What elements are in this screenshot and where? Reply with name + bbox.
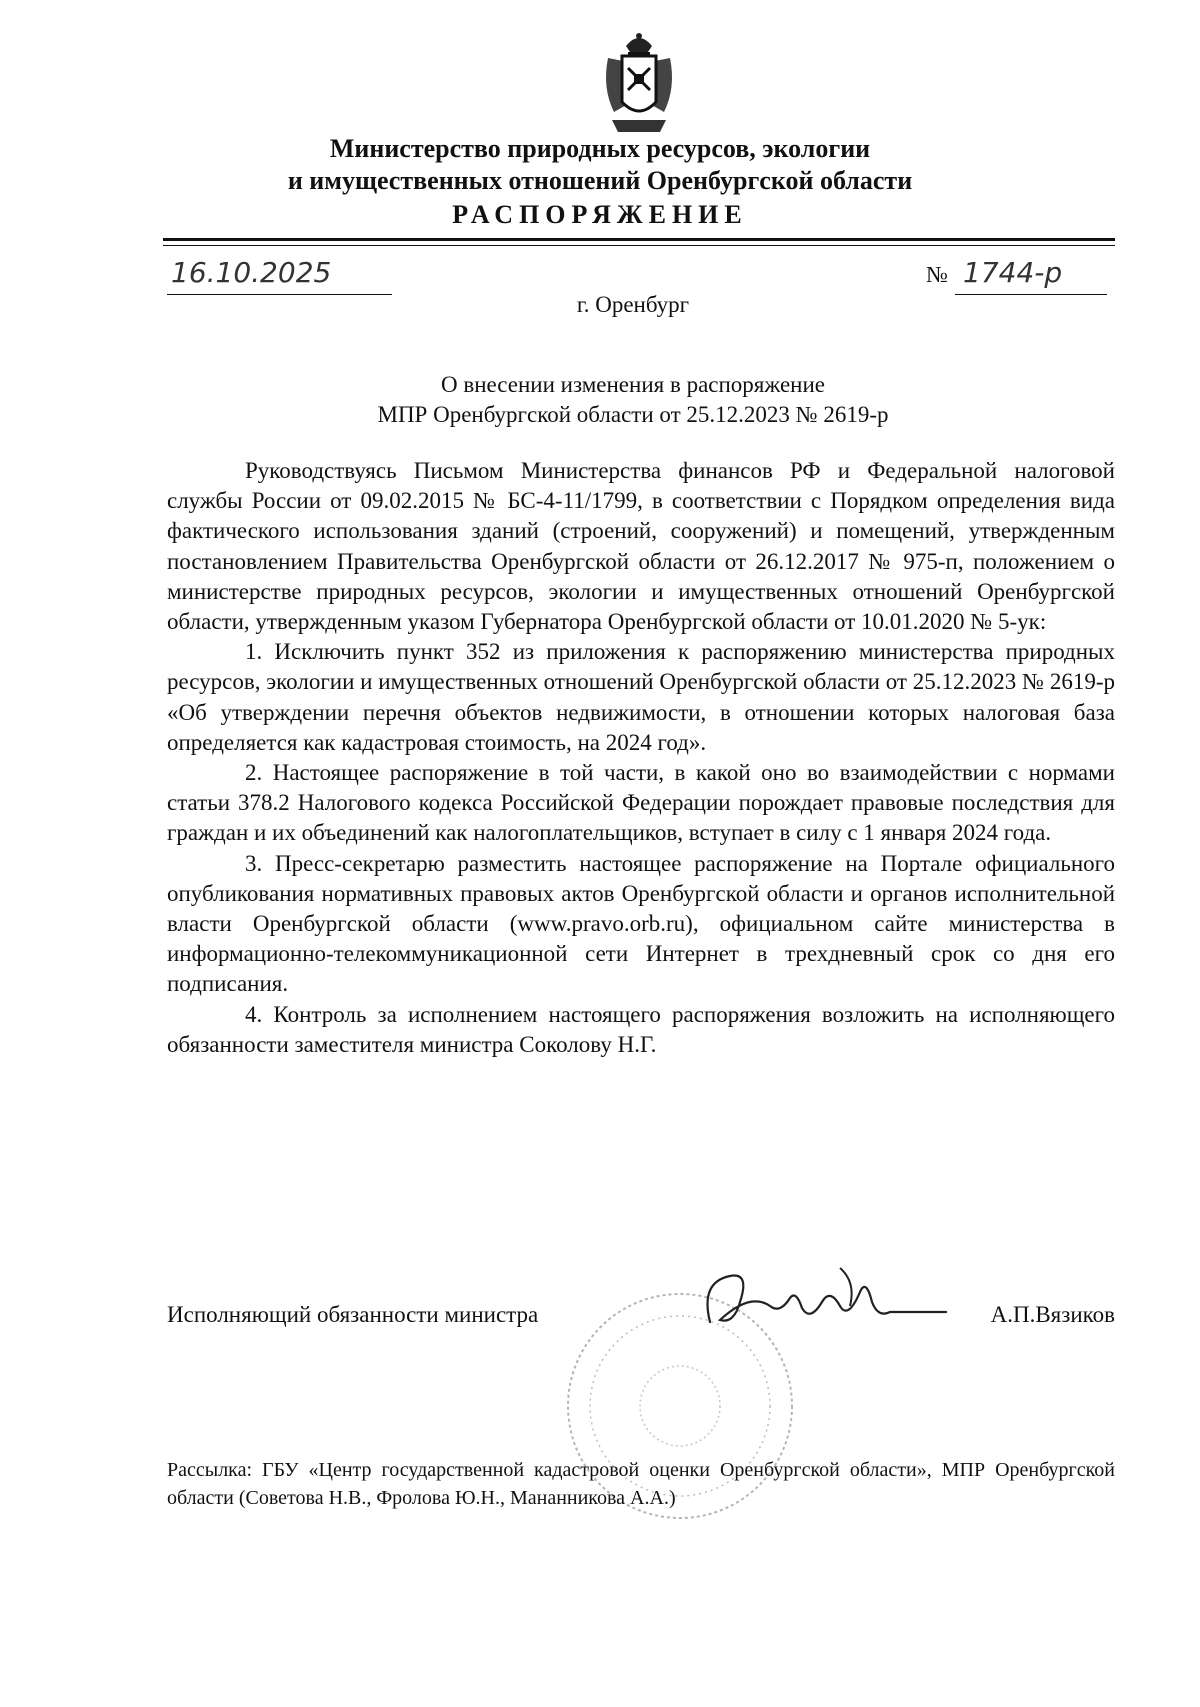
document-type-title: РАСПОРЯЖЕНИЕ bbox=[452, 200, 748, 229]
ministry-name-line1: Министерство природных ресурсов, экологии bbox=[329, 134, 871, 163]
document-date-field bbox=[167, 256, 392, 295]
signer-title: Исполняющий обязанности министра bbox=[167, 1302, 539, 1327]
document-city: г. Оренбург bbox=[576, 292, 690, 317]
document-date: 16.10.2025 bbox=[171, 256, 332, 289]
header-rule-thin bbox=[163, 245, 1115, 246]
mailing-list: Рассылка: ГБУ «Центр государственной кадастровой оценки Оренбургской области», МПР Оренбургской области (Советова Н.В., Фролова Ю.Н., Мананникова А.А.) bbox=[167, 1459, 1115, 1509]
item-paragraph-3: 3. Пресс-секретарю разместить настоящее распоряжение на Портале официального опубликования нормативных правовых актов Оренбургской области и органов исполнительной власти Оренбургской области (www.pravo.orb.ru), официальном сайте министерства в информационно-телекоммуникационной сети Интернет в трехдневный срок со дня его подписания. bbox=[167, 850, 1115, 997]
subject-line1: О внесении изменения в распоряжение bbox=[440, 372, 825, 397]
coat-of-arms-icon bbox=[598, 28, 680, 138]
signer-name: А.П.Вязиков bbox=[990, 1302, 1115, 1327]
header-rule-thick bbox=[163, 238, 1115, 241]
document-number-label: № bbox=[926, 262, 948, 287]
item-paragraph-1: 1. Исключить пункт 352 из приложения к распоряжению министерства природных ресурсов, экологии и имущественных отношений Оренбургской области от 25.12.2023 № 2619-р «Об утверждении перечня объектов недвижимости, в отношении которых налоговая база определяется как кадастровая стоимость, на 2024 год». bbox=[167, 639, 1115, 755]
handwritten-signature-icon bbox=[690, 1262, 950, 1342]
preamble-paragraph: Руководствуясь Письмом Министерства финансов РФ и Федеральной налоговой службы России от 09.02.2015 № БС-4-11/1799, в соответствии с Порядком определения вида фактического использования зданий (строений, сооружений) и помещений, утвержденным постановлением Правительства Оренбургской области от 26.12.2017 № 975-п, положением о министерстве природных ресурсов, экологии и имущественных отношений Оренбургской области, утвержденным указом Губернатора Оренбургской области от 10.01.2020 № 5-ук: bbox=[167, 458, 1115, 635]
item-paragraph-2: 2. Настоящее распоряжение в той части, в какой оно во взаимодействии с нормами статьи 378.2 Налогового кодекса Российской Федерации порождает правовые последствия для граждан и их объединений как налогоплательщиков, вступает в силу с 1 января 2024 года. bbox=[167, 760, 1115, 846]
document-number-field bbox=[955, 256, 1107, 295]
document-body bbox=[167, 456, 1115, 1060]
item-paragraph-4: 4. Контроль за исполнением настоящего распоряжения возложить на исполняющего обязанности заместителя министра Соколову Н.Г. bbox=[167, 1001, 1115, 1057]
ministry-name-line2: и имущественных отношений Оренбургской области bbox=[287, 166, 913, 195]
document-number: 1744-р bbox=[963, 256, 1063, 289]
subject-line2: МПР Оренбургской области от 25.12.2023 № 2619-р bbox=[377, 402, 889, 427]
